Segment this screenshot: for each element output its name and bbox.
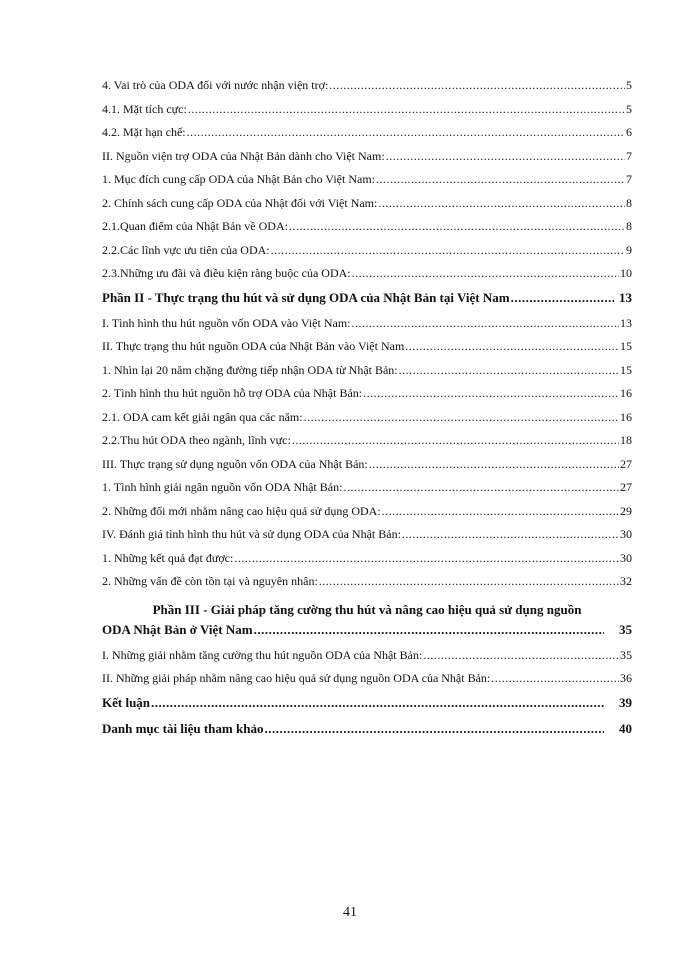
toc-part3-page: 35 — [619, 621, 632, 637]
toc-leader-dots — [151, 695, 604, 711]
toc-entry-label: 4.2. Mặt hạn chế: — [102, 125, 186, 139]
toc-entry — [102, 433, 632, 457]
toc-entry-label: 1. Những kết quả đạt được: — [102, 550, 234, 565]
toc-leader-dots — [187, 125, 625, 140]
toc-part3-entries — [102, 648, 632, 695]
toc-conclusion-label: Kết luận — [102, 694, 151, 710]
toc-entry-label: 4. Vai trò của ODA đối với nước nhận viện trợ: — [102, 78, 329, 92]
toc-leader-dots — [343, 480, 619, 495]
toc-entry-label: 2. Tình hình thu hút nguồn hỗ trợ ODA của Nhật Bản: — [102, 386, 363, 400]
toc-entry-page: 30 — [620, 550, 632, 565]
toc-entry — [102, 480, 632, 504]
toc-leader-dots — [511, 290, 614, 306]
toc-leader-dots — [352, 266, 619, 281]
toc-entry-page: 35 — [620, 647, 632, 662]
toc-entry-label: 4.1. Mặt tích cực: — [102, 101, 187, 116]
toc-entry-page: 13 — [619, 289, 632, 305]
toc-leader-dots — [188, 102, 625, 117]
toc-entry-page: 32 — [620, 574, 632, 588]
toc-leader-dots — [402, 527, 619, 542]
toc-entry — [102, 149, 632, 173]
toc-entries — [102, 78, 632, 598]
toc-leader-dots — [382, 504, 619, 519]
toc-entry — [102, 551, 632, 575]
toc-leader-dots — [386, 149, 625, 164]
toc-entry-page: 18 — [620, 433, 632, 447]
toc-references-page: 40 — [619, 720, 632, 736]
toc-entry — [102, 671, 632, 695]
toc-entry — [102, 574, 632, 598]
toc-entry — [102, 363, 632, 387]
toc-entry-label: II. Thực trạng thu hút nguồn ODA của Nhật Bản vào Việt Nam — [102, 339, 405, 353]
toc-entry-label: 2. Chính sách cung cấp ODA của Nhật đối với Việt Nam: — [102, 195, 378, 210]
toc-references — [102, 721, 632, 747]
toc-entry-page: 15 — [620, 362, 632, 377]
toc-leader-dots — [264, 721, 604, 737]
toc-entry-page: 16 — [620, 386, 632, 400]
toc-entry-page: 29 — [620, 503, 632, 518]
toc-entry-page: 13 — [620, 315, 632, 330]
toc-entry — [102, 648, 632, 672]
toc-entry-label: 2.2.Thu hút ODA theo ngành, lĩnh vực: — [102, 433, 291, 447]
toc-entry-label: 2. Những vấn đề còn tồn tại và nguyên nhân: — [102, 574, 318, 588]
toc-entry-page: 16 — [620, 409, 632, 424]
toc-entry — [102, 266, 632, 290]
toc-entry-page: 36 — [620, 671, 632, 685]
toc-entry-page: 8 — [626, 219, 632, 233]
toc-entry — [102, 125, 632, 149]
toc-leader-dots — [363, 386, 619, 401]
toc-entry-page: 30 — [620, 527, 632, 541]
toc-leader-dots — [405, 339, 619, 354]
toc-conclusion — [102, 695, 632, 721]
toc-entry-label: 2.3.Những ưu đãi và điều kiện ràng buộc của ODA: — [102, 266, 351, 280]
toc-leader-dots — [491, 671, 619, 686]
toc-entry — [102, 504, 632, 528]
toc-entry — [102, 219, 632, 243]
toc-leader-dots — [369, 457, 619, 472]
toc-entry-page: 5 — [626, 101, 632, 116]
table-of-contents — [102, 78, 632, 747]
toc-entry-label: 2.1. ODA cam kết giải ngân qua các năm: — [102, 409, 303, 424]
toc-entry-page: 6 — [626, 125, 632, 139]
toc-entry-label: 2.1.Quan điểm của Nhật Bản về ODA: — [102, 219, 288, 233]
toc-entry — [102, 339, 632, 363]
toc-leader-dots — [234, 551, 619, 566]
toc-entry-label: II. Nguồn viện trợ ODA của Nhật Bản dành cho Việt Nam: — [102, 148, 385, 163]
toc-entry-label: 1. Mục đích cung cấp ODA của Nhật Bản cho Việt Nam: — [102, 172, 375, 186]
toc-leader-dots — [399, 363, 619, 378]
toc-entry-label: Phần II - Thực trạng thu hút và sử dụng ODA của Nhật Bản tại Việt Nam — [102, 289, 510, 305]
toc-leader-dots — [292, 433, 619, 448]
toc-entry-page: 10 — [620, 266, 632, 280]
toc-entry-page: 27 — [620, 456, 632, 471]
toc-part3-line2: ODA Nhật Bản ở Việt Nam — [102, 621, 253, 637]
toc-entry — [102, 457, 632, 481]
toc-leader-dots — [289, 219, 625, 234]
toc-entry-page: 7 — [626, 172, 632, 186]
toc-entry — [102, 527, 632, 551]
toc-entry-label: 2. Những đổi mới nhằm nâng cao hiệu quả sử dụng ODA: — [102, 503, 381, 518]
page-number: 41 — [343, 905, 357, 920]
toc-part3-heading — [102, 598, 632, 648]
toc-entry-page: 8 — [626, 195, 632, 210]
toc-leader-dots — [304, 410, 619, 425]
toc-entry-label: IV. Đánh giá tình hình thu hút và sử dụng ODA của Nhật Bản: — [102, 527, 401, 541]
toc-entry-page: 15 — [620, 339, 632, 353]
toc-entry — [102, 196, 632, 220]
toc-part3-line1: Phần III - Giải pháp tăng cường thu hút và nâng cao hiệu quả sử dụng nguồn — [152, 601, 582, 617]
toc-entry-page: 9 — [626, 242, 632, 257]
toc-references-label: Danh mục tài liệu tham khảo — [102, 720, 264, 736]
toc-leader-dots — [271, 243, 625, 258]
toc-entry-label: 1. Tình hình giải ngân nguồn vốn ODA Nhật Bản: — [102, 480, 343, 494]
toc-leader-dots — [378, 196, 625, 211]
toc-part-heading — [102, 290, 632, 316]
toc-entry-label: 1. Nhìn lại 20 năm chặng đường tiếp nhận ODA từ Nhật Bản: — [102, 362, 398, 377]
toc-entry-page: 27 — [620, 480, 632, 494]
toc-entry-page: 7 — [626, 148, 632, 163]
toc-entry — [102, 316, 632, 340]
toc-part3-line2-row — [102, 622, 632, 648]
toc-entry-label: III. Thực trạng sử dụng nguồn vốn ODA của Nhật Bản: — [102, 456, 368, 471]
toc-leader-dots — [254, 622, 604, 638]
toc-entry — [102, 172, 632, 196]
toc-entry — [102, 102, 632, 126]
toc-leader-dots — [352, 316, 620, 331]
toc-leader-dots — [319, 574, 619, 589]
toc-entry-label: II. Những giải pháp nhằm nâng cao hiệu quả sử dụng nguồn ODA của Nhật Bản: — [102, 671, 491, 685]
toc-entry — [102, 78, 632, 102]
toc-leader-dots — [329, 78, 625, 93]
toc-conclusion-page: 39 — [619, 694, 632, 710]
toc-entry-label: I. Những giải nhằm tăng cường thu hút nguồn ODA của Nhật Bản: — [102, 647, 423, 662]
toc-entry-label: 2.2.Các lĩnh vực ưu tiên của ODA: — [102, 242, 270, 257]
toc-entry-label: I. Tình hình thu hút nguồn vốn ODA vào Việt Nam: — [102, 315, 351, 330]
toc-leader-dots — [376, 172, 625, 187]
toc-leader-dots — [423, 648, 619, 663]
toc-entry — [102, 410, 632, 434]
toc-entry — [102, 386, 632, 410]
toc-entry-page: 5 — [626, 78, 632, 92]
toc-entry — [102, 243, 632, 267]
